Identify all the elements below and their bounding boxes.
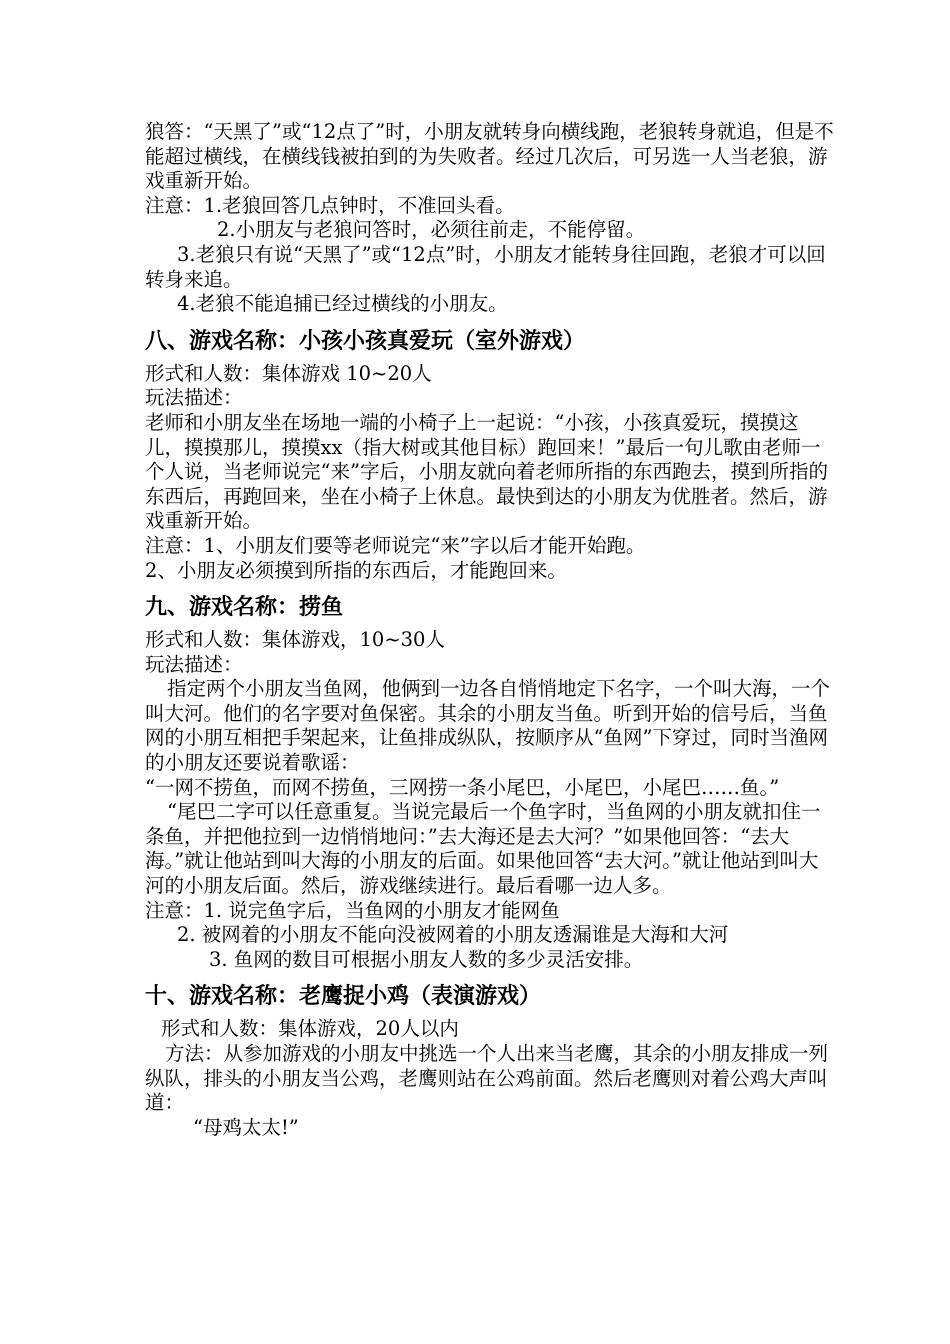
section-8-note-2: 2、小朋友必须摸到所指的东西后，才能跑回来。 [145, 558, 567, 582]
section-9-description-2: “尾巴二字可以任意重复。当说完最后一个鱼字时，当鱼网的小朋友就扣住一条鱼，并把他拉到一边悄悄地问：”去大海还是去大河？”如果他回答：“去大海。”就让他站到叫大海的小朋友的后面。如果他回答“去大河。”就让他站到叫大河的小朋友后面。然后，游戏继续进行。最后看哪一边人多。 [145, 800, 821, 898]
note-item-4: 4.老狼不能追捕已经过横线的小朋友。 [177, 292, 508, 316]
section-9-form: 形式和人数：集体游戏，10~30人 [145, 628, 445, 652]
section-10-heading: 十、游戏名称：老鹰捉小鸡（表演游戏） [145, 984, 542, 1010]
section-8-description: 老师和小朋友坐在场地一端的小椅子上一起说：“小孩，小孩真爱玩，摸摸这儿，摸摸那儿，摸摸xx（指大树或其他目标）跑回来！”最后一句儿歌由老师一个人说，当老师说完“来”字后，小朋友就向着老师所指的东西跑去，摸到所指的东西后，再跑回来，坐在小椅子上休息。最快到达的小朋友为优胜者。然后，游戏重新开始。 [145, 410, 828, 533]
document-page [145, 120, 835, 1140]
section-8-note-1: 注意：1、小朋友们要等老师说完“来”字以后才能开始跑。 [145, 533, 646, 557]
section-8-play-label: 玩法描述： [145, 386, 243, 410]
section-10-quote: “母鸡太太!” [193, 1115, 299, 1139]
section-9-description: 指定两个小朋友当鱼网，他俩到一边各自悄悄地定下名字，一个叫大海，一个叫大河。他们的名字要对鱼保密。其余的小朋友当鱼。听到开始的信号后，当鱼网的小朋互相把手架起来，让鱼排成纵队，按顺序从“鱼网”下穿过，同时当渔网的小朋友还要说着歌谣： [145, 677, 831, 775]
note-item-3: 3.老狼只有说“天黑了”或“12点”时，小朋友才能转身往回跑，老狼才可以回转身来追。 [145, 242, 826, 291]
section-9-play-label: 玩法描述： [145, 652, 243, 676]
section-10-form: 形式和人数：集体游戏，20人以内 [161, 1017, 459, 1041]
section-9-rhyme: “一网不捞鱼，而网不捞鱼，三网捞一条小尾巴，小尾巴，小尾巴……鱼。” [145, 775, 780, 799]
section-9-heading: 九、游戏名称：捞鱼 [145, 595, 344, 621]
section-9-note-1: 注意：1. 说完鱼字后，当鱼网的小朋友才能网鱼 [145, 898, 560, 922]
note-item-1: 注意：1.老狼回答几点钟时，不准回头看。 [145, 193, 515, 217]
paragraph-wolf-answer: 狼答：“天黑了”或“12点了”时，小朋友就转身向横线跑，老狼转身就追，但是不能超过横线，在横线钱被拍到的为失败者。经过几次后，可另选一人当老狼，游戏重新开始。 [145, 120, 834, 193]
section-10-method: 方法：从参加游戏的小朋友中挑选一个人出来当老鹰，其余的小朋友排成一列纵队，排头的小朋友当公鸡，老鹰则站在公鸡前面。然后老鹰则对着公鸡大声叫道： [145, 1042, 829, 1115]
section-9-note-2: 2. 被网着的小朋友不能向没被网着的小朋友透漏谁是大海和大河 [177, 923, 729, 947]
section-8-heading: 八、游戏名称：小孩小孩真爱玩（室外游戏） [145, 328, 586, 354]
note-item-2: 2.小朋友与老狼问答时，必须往前走，不能停留。 [217, 218, 646, 242]
section-9-note-3: 3. 鱼网的数目可根据小朋友人数的多少灵活安排。 [209, 947, 644, 971]
section-8-form: 形式和人数：集体游戏 10~20人 [145, 361, 432, 385]
